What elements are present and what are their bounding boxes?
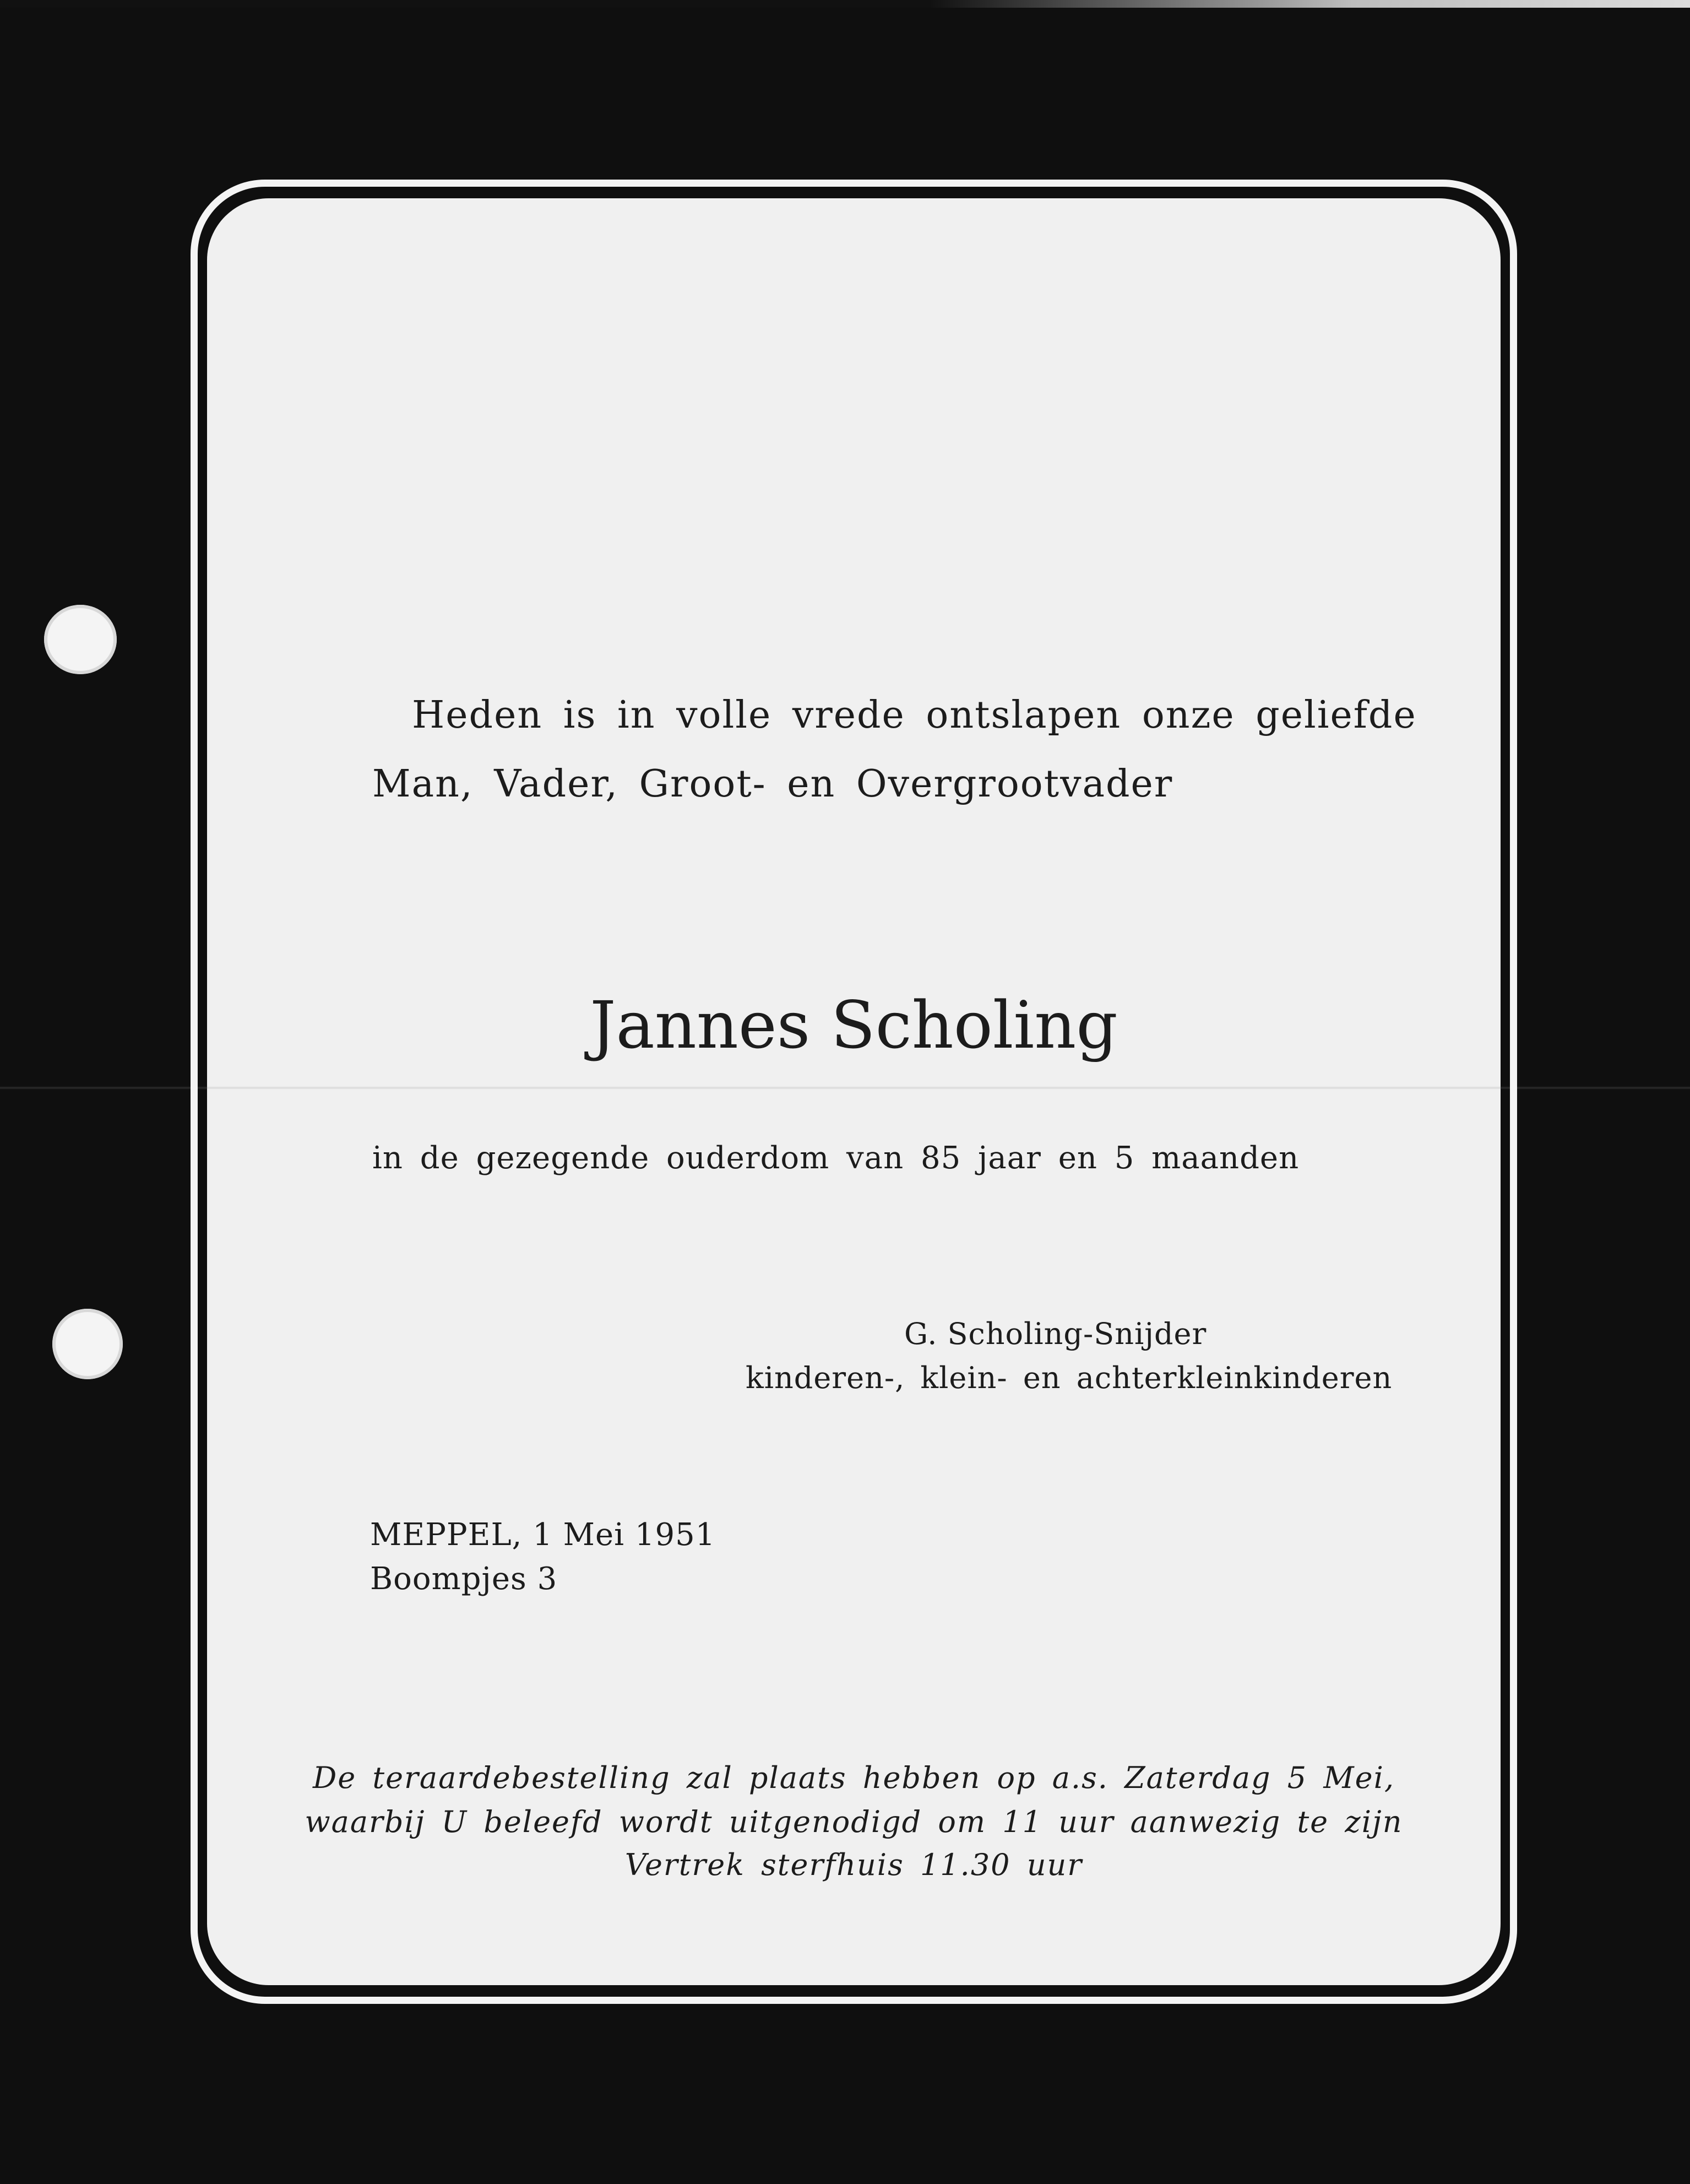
place-date: MEPPEL, 1 Mei 1951	[370, 1517, 716, 1553]
intro-line-2: Man, Vader, Groot- en Overgrootvader	[372, 762, 1173, 806]
address: Boompjes 3	[370, 1561, 558, 1597]
age-line: in de gezegende ouderdom van 85 jaar en 5 maanden	[372, 1140, 1300, 1176]
deceased-name: Jannes Scholing	[590, 987, 1118, 1063]
scan-edge	[0, 0, 1690, 8]
family-line: kinderen-, klein- en achterkleinkinderen	[746, 1361, 1393, 1395]
widow-name: G. Scholing-Snijder	[904, 1316, 1207, 1351]
intro-line-1: Heden is in volle vrede ontslapen onze geliefde	[412, 693, 1417, 737]
announcement-card	[207, 198, 1501, 1985]
punch-hole-bottom	[52, 1309, 123, 1379]
funeral-line-3: Vertrek sterfhuis 11.30 uur	[624, 1847, 1083, 1882]
punch-hole-top	[44, 605, 117, 674]
funeral-line-1: De teraardebestelling zal plaats hebben op a.s. Zaterdag 5 Mei,	[312, 1760, 1395, 1795]
funeral-line-2: waarbij U beleefd wordt uitgenodigd om 11 uur aanwezig te zijn	[305, 1804, 1403, 1839]
